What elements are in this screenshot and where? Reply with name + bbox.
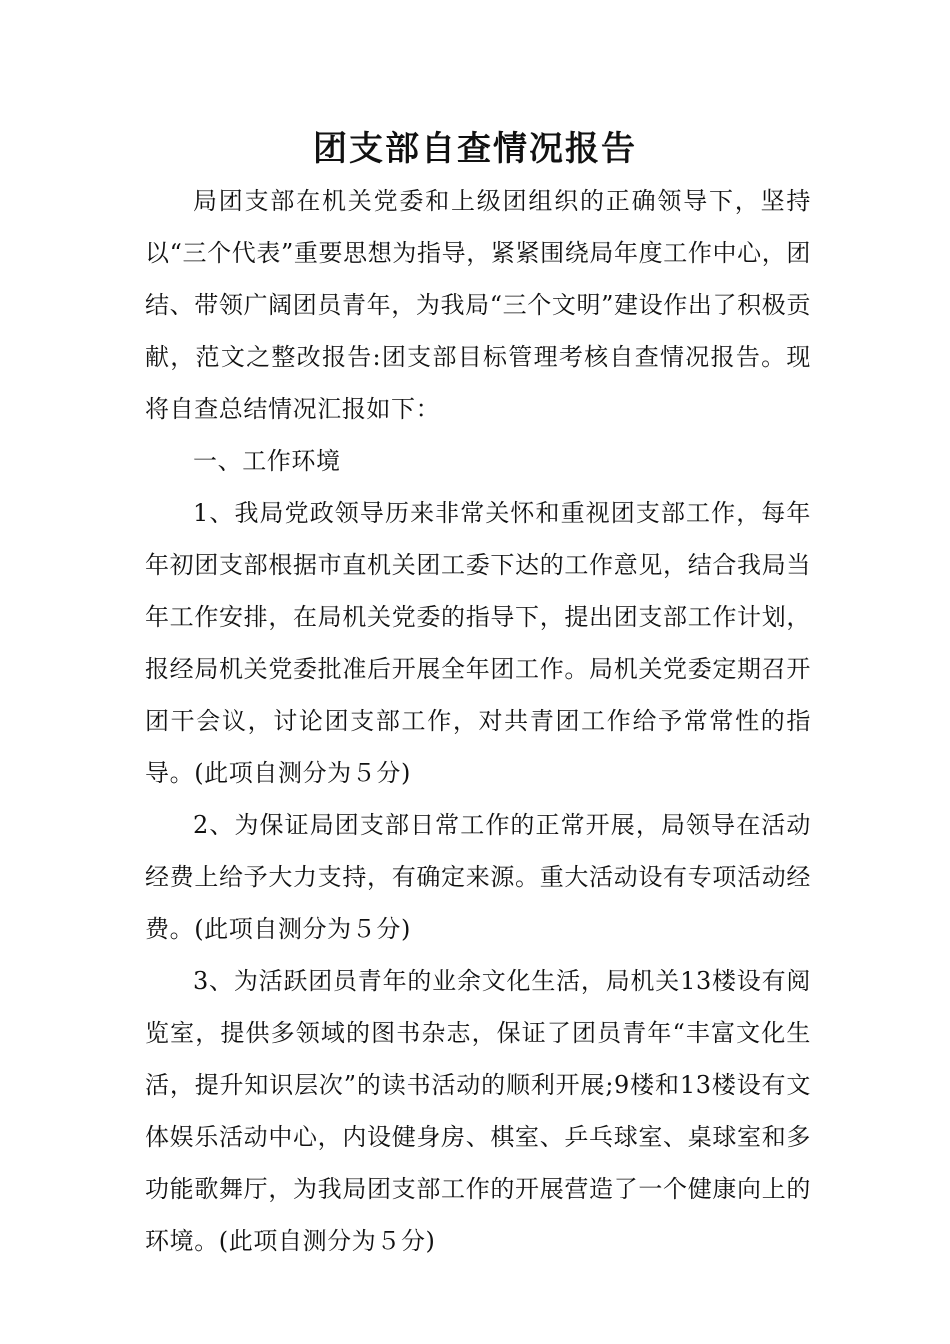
intro-paragraph: 局团支部在机关党委和上级团组织的正确领导下，坚持以“三个代表”重要思想为指导，紧紧围绕局年度工作中心，团结、带领广阔团员青年，为我局“三个文明”建设作出了积极贡献，范文之整改报告:团支部目标管理考核自查情况报告。现将自查总结情况汇报如下： [145,187,811,423]
section-heading-work-environment: 一、工作环境 [193,447,341,475]
item-paragraph-3: 3、为活跃团员青年的业余文化生活，局机关13楼设有阅览室，提供多领域的图书杂志，保证了团员青年“丰富文化生活，提升知识层次”的读书活动的顺利开展;9楼和13楼设有文体娱乐活动中心，内设健身房、棋室、乒乓球室、桌球室和多功能歌舞厅，为我局团支部工作的开展营造了一个健康向上的环境。(此项自测分为５分) [145,967,811,1255]
item-paragraph-1: 1、我局党政领导历来非常关怀和重视团支部工作，每年年初团支部根据市直机关团工委下达的工作意见，结合我局当年工作安排，在局机关党委的指导下，提出团支部工作计划，报经局机关党委批准后开展全年团工作。局机关党委定期召开团干会议，讨论团支部工作，对共青团工作给予常常性的指导。(此项自测分为５分) [145,499,811,787]
document-body [145,175,811,1267]
item-paragraph-2: 2、为保证局团支部日常工作的正常开展，局领导在活动经费上给予大力支持，有确定来源。重大活动设有专项活动经费。(此项自测分为５分) [145,811,811,943]
document-title: 团支部自查情况报告 [313,129,637,169]
